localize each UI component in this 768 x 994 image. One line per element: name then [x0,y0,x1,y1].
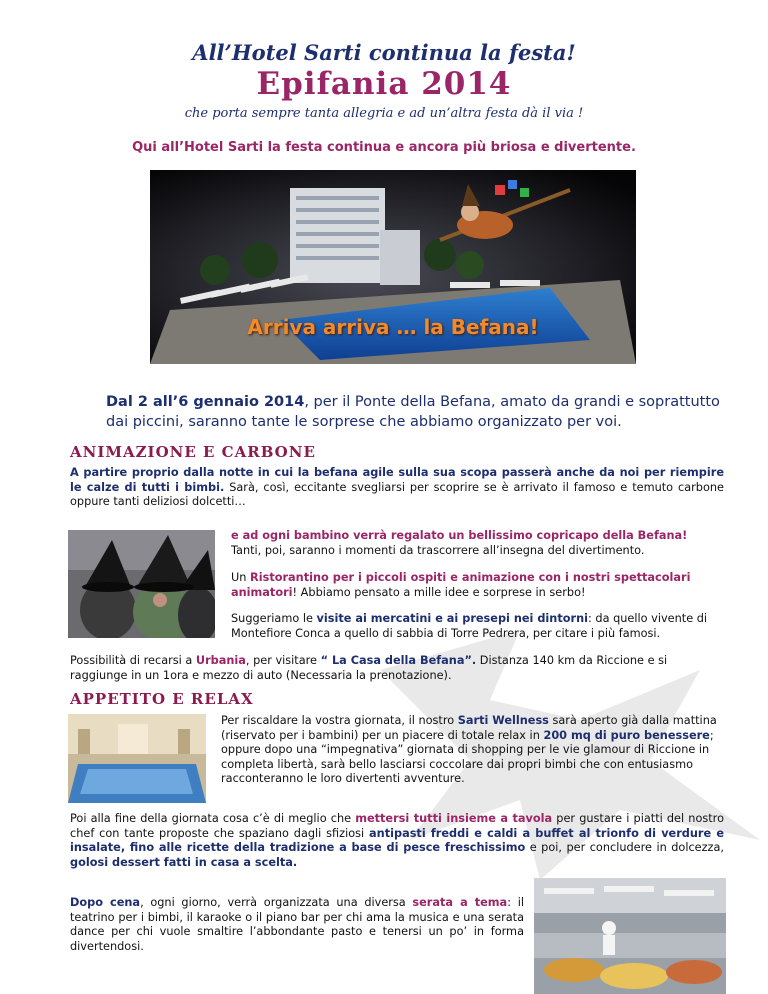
p5-rest: Distanza 140 km da Riccione e si raggiunge in un 1ora e mezzo di auto (Necessaria la prenotazione). [70,654,668,682]
s2p2-pre: Poi alla fine della giornata cosa c’è di meglio che [70,812,356,825]
section-heading-animazione: ANIMAZIONE E CARBONE [70,443,316,461]
title-epifania: Epifania 2014 [256,66,512,102]
wellness-pool-photo [68,714,206,803]
s2p3-bold-dopocena: Dopo cena [70,896,141,909]
p4-bold: visite ai mercatini e ai presepi nei dintorni [316,612,588,625]
section-heading-appetito: APPETITO E RELAX [70,690,254,708]
p3-rest: ! Abbiamo pensato a mille idee e sorprese in serbo! [292,585,586,599]
s2p1-bold-wellness: Sarti Wellness [457,714,549,727]
s2p1-mid: sarà aperto già dalla mattina (riservato per i bambini) per un piacere di totale relax in [221,714,717,742]
intro-dates: Dal 2 all’6 gennaio 2014 [106,394,305,410]
section1-paragraph-2 [231,529,721,558]
section1-paragraph-3 [231,571,721,600]
p1-rest: Sarà, così, eccitante svegliarsi per scoprire se è arrivato il famoso e temuto carbone oppure tanti deliziosi dolcetti… [70,480,724,508]
children-witch-hats-photo [68,530,215,638]
s2p2-bold-tavola: mettersi tutti insieme a tavola [355,812,553,825]
hero-image [150,170,636,364]
kitchen-buffet-photo [534,878,726,994]
s2p3-mid: , ogni giorno, verrà organizzata una diversa [140,896,413,909]
p3-pre: Un [231,571,251,584]
s2p2-bold-dessert: golosi dessert fatti in casa a scelta. [70,855,298,869]
section2-paragraph-2 [70,812,724,870]
section2-paragraph-1 [221,714,724,787]
s2p1-bold-benessere: 200 mq di puro benessere [543,728,710,742]
s2p2-bold-antipasti: antipasti freddi e caldi a buffet al trionfo di verdure e insalate, fino alle ricette della tradizione a base di pesce freschissimo [70,826,725,854]
p4-rest: : da quello vivente di Montefiore Conca a quello di sabbia di Torre Pedrera, per citare i più famosi. [231,612,708,640]
section2-paragraph-3 [70,896,524,954]
section1-paragraph-4 [231,612,721,641]
s2p3-rest: : il teatrino per i bimbi, il karaoke o il piano bar per chi ama la musica e una serata dance per chi vuole smaltire l’abbondante pasto e tenersi un po’ in forma divertendosi. [70,896,524,953]
subtitle: che porta sempre tanta allegria e ad un’altra festa dà il via ! [184,106,584,121]
s2p1-rest: ; oppure dopo una “impegnativa” giornata di shopping per le vie glamour di Riccione in completa libertà, sarà bello lasciarsi coccolare dai propri bimbi che con entusiasmo racconteranno le loro divertenti avventure. [221,728,714,785]
title-line-1: All’Hotel Sarti continua la festa! [192,40,576,65]
section1-paragraph-5 [70,654,724,683]
p4-pre: Suggeriamo le [231,612,317,625]
hero-banner-text: Arriva arriva … la Befana! [247,315,539,339]
s2p2-mid: per gustare i piatti del nostro chef con tante proposte che spaziano dagli sfiziosi [70,812,724,840]
s2p3-bold-serata: serata a tema [412,896,508,909]
s2p2-mid2: e poi, per concludere in dolcezza, [525,841,725,854]
p2-rest: Tanti, poi, saranno i momenti da trascorrere all’insegna del divertimento. [231,543,645,557]
p2-bold: e ad ogni bambino verrà regalato un bellissimo copricapo della Befana! [231,529,688,542]
tagline: Qui all’Hotel Sarti la festa continua e ancora più briosa e divertente. [132,140,636,155]
p5-bold-urbania: Urbania [195,654,246,667]
s2p1-pre: Per riscaldare la vostra giornata, il nostro [221,714,458,727]
intro-text: , per il Ponte della Befana, amato da grandi e soprattutto dai piccini, saranno tante le sorprese che abbiamo organizzato per voi. [106,394,720,430]
p5-mid: , per visitare [245,654,321,667]
section1-paragraph-1 [70,466,724,510]
intro-paragraph [106,392,726,432]
p3-bold: Ristorantino per i piccoli ospiti e animazione con i nostri spettacolari animatori [231,571,691,599]
p5-bold-casa: “ La Casa della Befana”. [320,654,477,667]
p1-bold: A partire proprio dalla notte in cui la befana agile sulla sua scopa passerà anche da noi per riempire le calze di tutti i bimbi. [70,466,724,494]
p5-pre: Possibilità di recarsi a [70,654,196,667]
